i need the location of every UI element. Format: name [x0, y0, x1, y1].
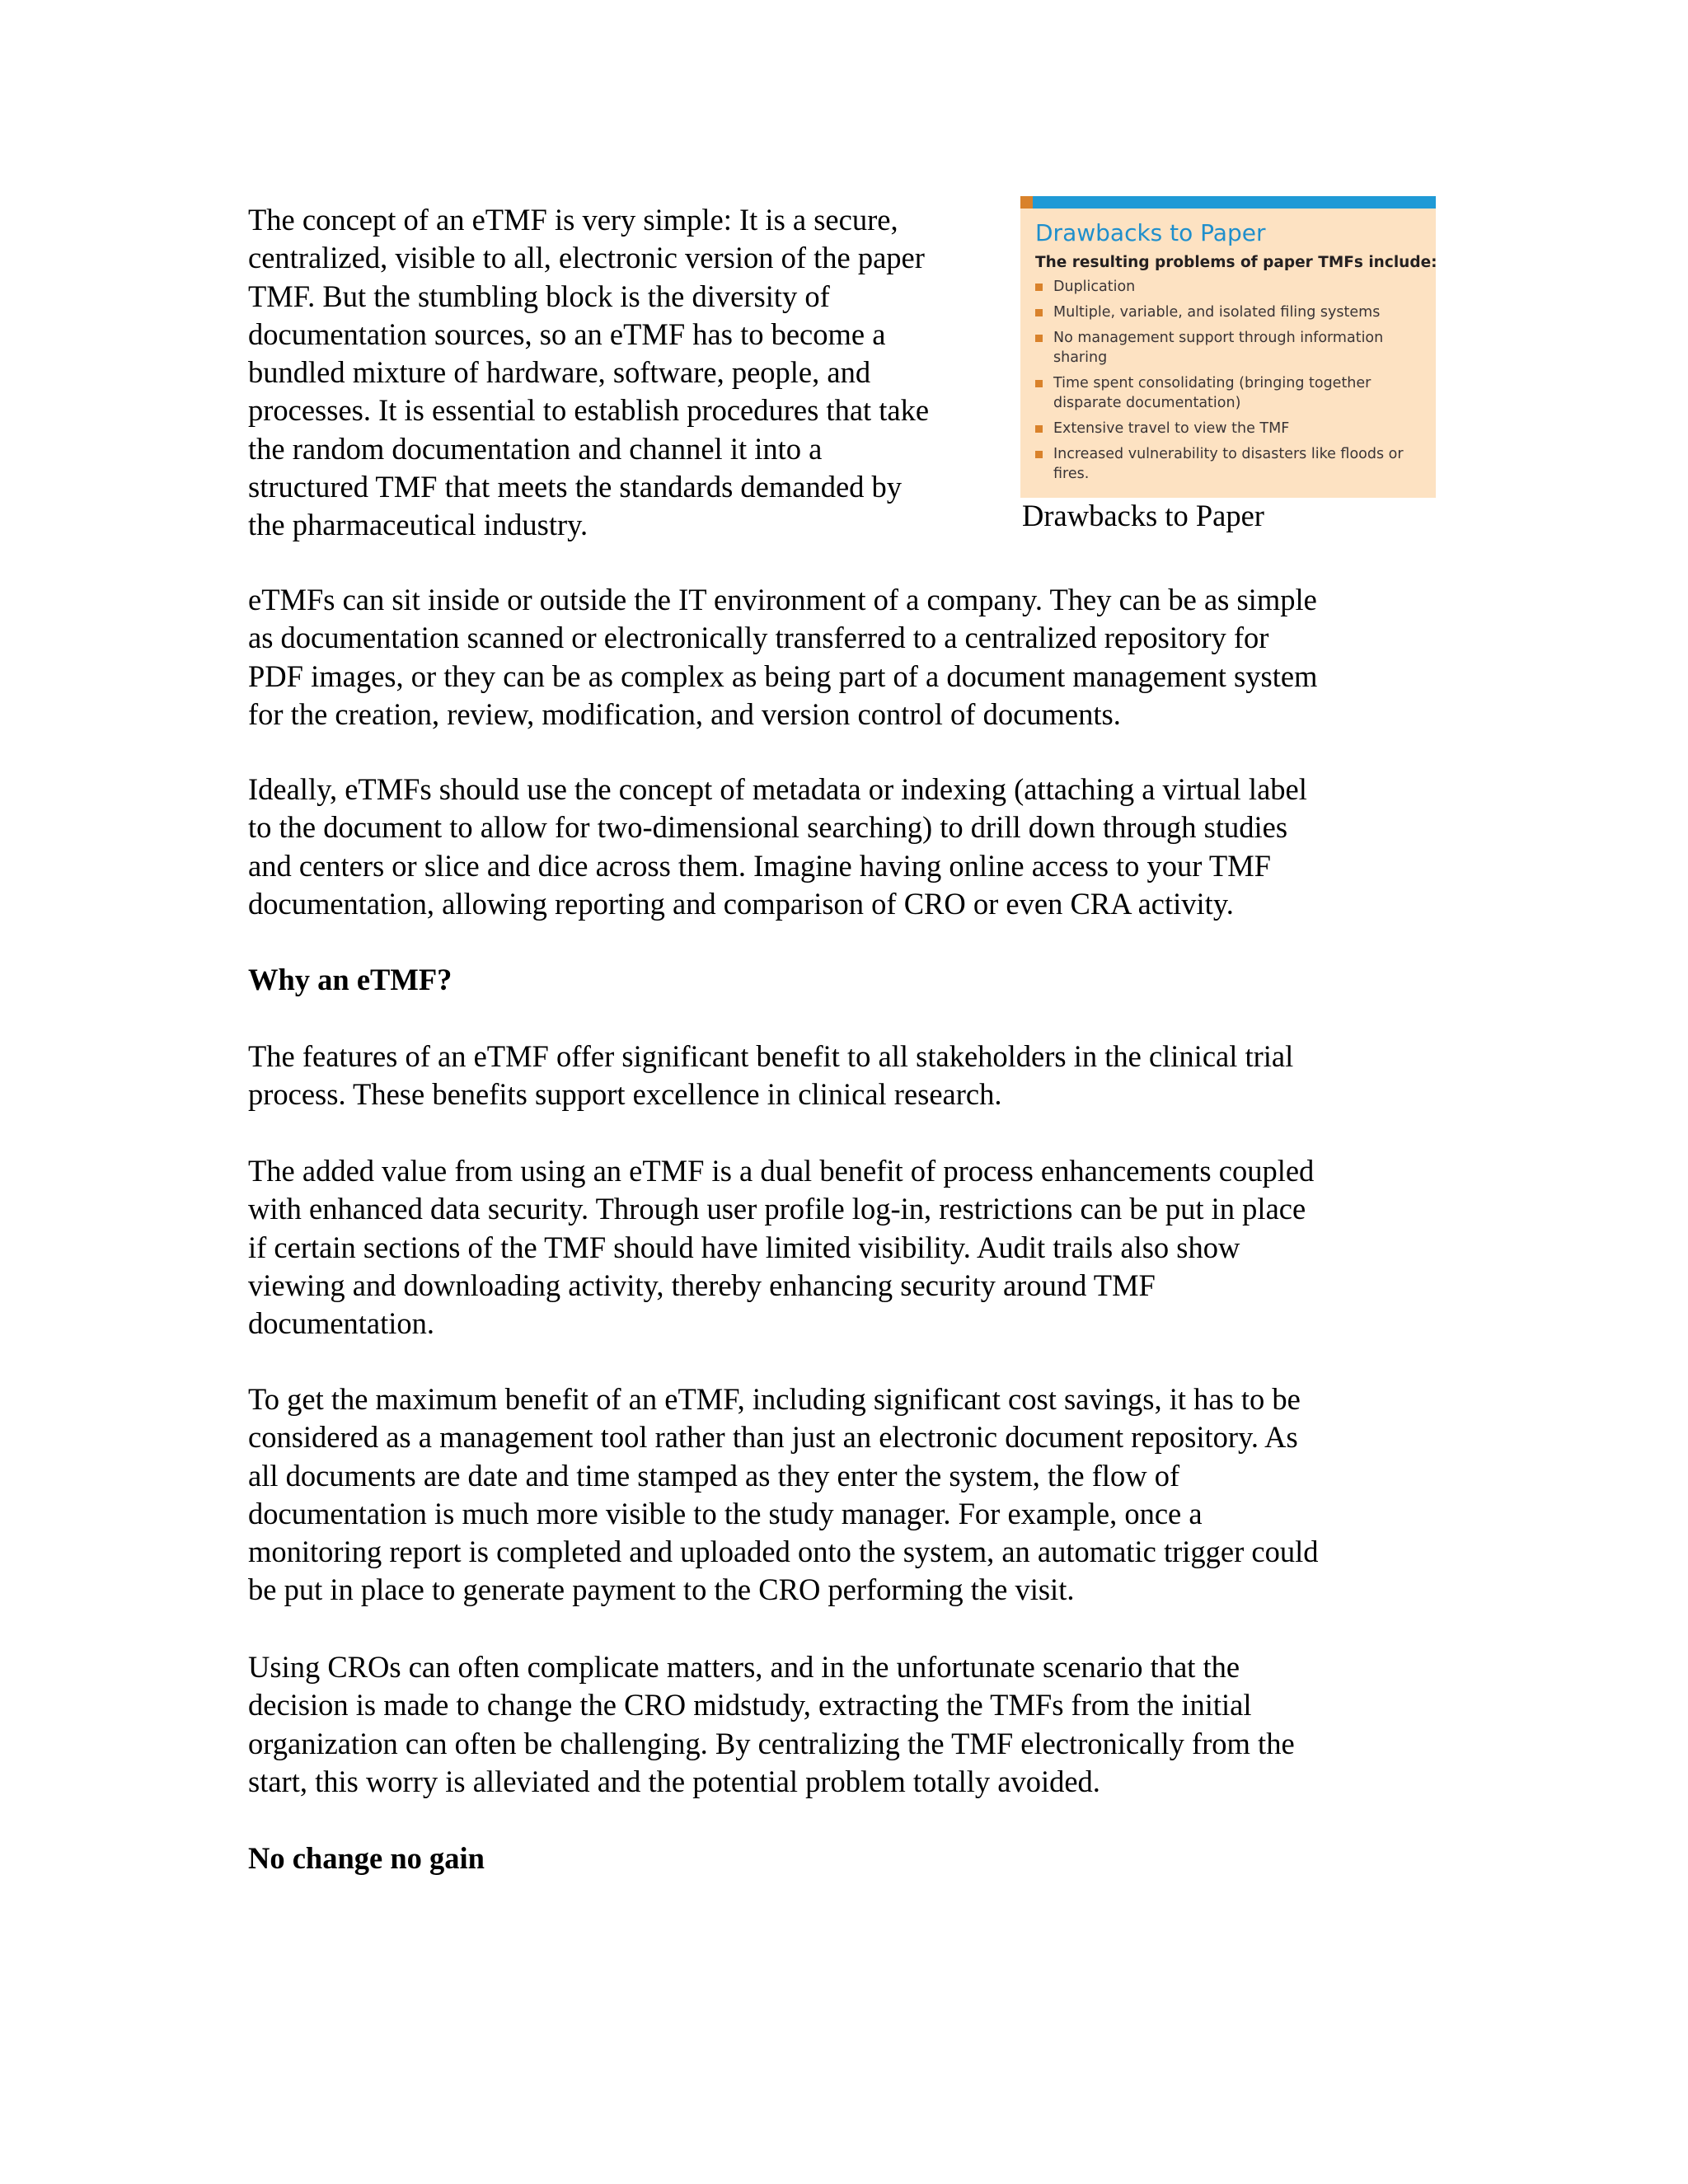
paragraph-etmf-environment: eTMFs can sit inside or outside the IT environment of a company. They can be as simple as documentation scanned or electronically transferred to a centralized repository for PDF images, or they can be as complex as being part of a document management system for the creation, review, modification, and version control of documents.: [248, 583, 1318, 731]
figure-bullet-list: [1035, 277, 1431, 490]
list-item-text: Duplication: [1053, 279, 1136, 295]
paragraph-features: The features of an eTMF offer significant benefit to all stakeholders in the clinical trial process. These benefits support excellence in clinical research.: [248, 1039, 1294, 1112]
section-heading-why-etmf: Why an eTMF?: [248, 963, 452, 996]
list-item-text: Time spent consolidating (bringing together disparate documentation): [1053, 375, 1372, 411]
paragraph-metadata: Ideally, eTMFs should use the concept of metadata or indexing (attaching a virtual label to the document to allow for two-dimensional searching) to drill down through studies and centers or slice and dice across them. Imagine having online access to your TMF documentation, allowing reporting and comparison of CRO or even CRA activity.: [248, 772, 1307, 921]
list-item-text: Extensive travel to view the TMF: [1053, 420, 1290, 437]
paragraph-maximum-benefit: To get the maximum benefit of an eTMF, including significant cost savings, it has to be considered as a management tool rather than just an electronic document repository. As all documents are date and time stamped as they enter the system, the flow of documentation is much more visible to the study manager. For example, once a monitoring report is completed and uploaded onto the system, an automatic trigger could be put in place to generate payment to the CRO performing the visit.: [248, 1382, 1319, 1607]
figure-caption: Drawbacks to Paper: [1022, 499, 1264, 532]
square-bullet-icon: [1035, 309, 1043, 316]
list-item-text: Increased vulnerability to disasters like floods or fires.: [1053, 446, 1404, 482]
square-bullet-icon: [1035, 451, 1043, 458]
list-item: [1035, 373, 1431, 413]
figure-corner-accent: [1020, 196, 1033, 209]
square-bullet-icon: [1035, 425, 1043, 433]
drawbacks-sidebar-figure: [1020, 196, 1436, 498]
paragraph-using-cros: Using CROs can often complicate matters, and in the unfortunate scenario that the decision is made to change the CRO midstudy, extracting the TMFs from the initial organization can often be challenging. By centralizing the TMF electronically from the start, this worry is alleviated and the potential problem totally avoided.: [248, 1650, 1295, 1798]
figure-title: Drawbacks to Paper: [1035, 219, 1266, 246]
intro-paragraph: The concept of an eTMF is very simple: It is a secure, centralized, visible to all, electronic version of the paper TMF. But the stumbling block is the diversity of documentation sources, so an eTMF has to become a bundled mixture of hardware, software, people, and processes. It is essential to establish procedures that take the random documentation and channel it into a structured TMF that meets the standards demanded by the pharmaceutical industry.: [248, 203, 930, 542]
section-heading-no-change: No change no gain: [248, 1841, 485, 1875]
figure-subtitle: The resulting problems of paper TMFs include:: [1035, 254, 1437, 271]
list-item-text: No management support through information sharing: [1053, 330, 1384, 366]
square-bullet-icon: [1035, 335, 1043, 342]
list-item: [1035, 328, 1431, 368]
list-item: [1035, 444, 1431, 484]
list-item: [1035, 302, 1431, 322]
figure-top-bar: [1020, 196, 1436, 209]
list-item-text: Multiple, variable, and isolated filing systems: [1053, 304, 1381, 321]
list-item: [1035, 277, 1431, 297]
square-bullet-icon: [1035, 380, 1043, 387]
square-bullet-icon: [1035, 284, 1043, 291]
list-item: [1035, 419, 1431, 438]
paragraph-added-value: The added value from using an eTMF is a dual benefit of process enhancements coupled with enhanced data security. Through user profile log-in, restrictions can be put in place if certain sections of the TMF should have limited visibility. Audit trails also show viewing and downloading activity, thereby enhancing security around TMF documentation.: [248, 1154, 1315, 1341]
